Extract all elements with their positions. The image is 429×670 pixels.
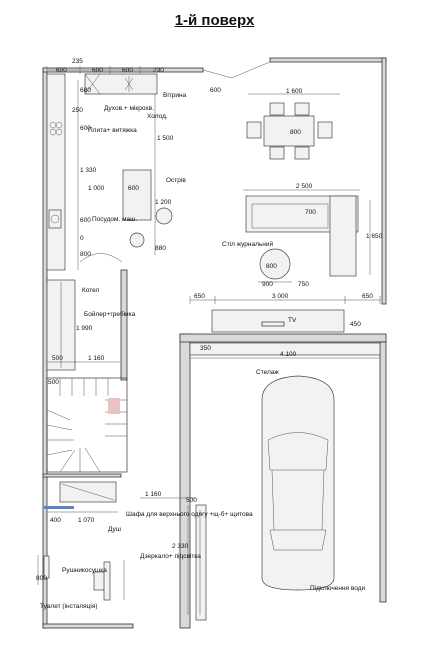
tv-stand [212, 310, 344, 332]
dim-1500: 1 500 [157, 135, 174, 142]
island [123, 170, 151, 220]
dim-650a: 650 [194, 293, 205, 300]
dim-400: 400 [50, 517, 61, 524]
sofa [246, 196, 358, 279]
label-posudomyika: Посудом. маш. [92, 216, 138, 223]
tv-unit [212, 310, 344, 332]
dim-500c: 500 [186, 497, 197, 504]
stairs [47, 378, 127, 472]
label-tualet: Туалет (інсталяція) [40, 603, 98, 610]
stair-outline [47, 378, 127, 472]
dim-600v: 600 [210, 87, 221, 94]
dim-700: 700 [305, 209, 316, 216]
chair-3 [270, 147, 284, 159]
dim-800c: 800 [266, 263, 277, 270]
dim-600p: 600 [80, 217, 91, 224]
dim-450: 450 [350, 321, 361, 328]
dim-800r: 800 [36, 575, 47, 582]
dining-table [264, 116, 314, 146]
chair-4 [295, 147, 309, 159]
dim-1600: 1 600 [286, 88, 303, 95]
chair-6 [318, 122, 332, 138]
kitchen-island [123, 170, 172, 247]
dim-250: 250 [72, 107, 83, 114]
stair-treads-winder [47, 410, 100, 472]
entry-door-arc [232, 62, 270, 78]
label-shafa: Шафа для верхнього одягу +щ-б+ щитова [126, 511, 253, 518]
dim-2500: 2 500 [296, 183, 313, 190]
label-rushnykosushka: Рушникосушка [62, 567, 107, 574]
dim-2330: 2 330 [172, 543, 189, 550]
right-wall-upper [382, 58, 386, 304]
label-kotel: Котел [82, 287, 100, 294]
label-dukhovka: Духов.+ мікрохв. [104, 105, 154, 112]
dim-1070: 1 070 [78, 517, 95, 524]
dim-680: 680 [80, 87, 91, 94]
shower-glass [44, 506, 74, 509]
dim-600b: 600 [92, 67, 103, 74]
dim-500b: 500 [48, 379, 59, 386]
dim-235: 235 [72, 58, 83, 65]
garage-left-wall [180, 334, 190, 628]
dim-1000: 1 000 [88, 185, 105, 192]
dim-1650: 1 650 [366, 233, 383, 240]
dim-880: 880 [155, 245, 166, 252]
dim-750: 750 [298, 281, 309, 288]
wardrobe [196, 505, 206, 620]
dim-350: 350 [200, 345, 211, 352]
label-stelazh: Стелаж [256, 369, 279, 376]
label-vitryna: Вітрина [163, 92, 187, 99]
label-dush: Душ [108, 526, 122, 533]
counter-top [85, 74, 157, 94]
dim-3000: 3 000 [272, 293, 289, 300]
chair-5 [247, 122, 261, 138]
car-body [262, 376, 334, 590]
stair-highlight [108, 398, 120, 414]
label-dzerkalo: Дзеркало+ підсвітка [140, 553, 201, 560]
dim-1160b: 1 160 [145, 491, 162, 498]
entry-door-leaf [203, 70, 232, 78]
dim-600k: 600 [80, 125, 91, 132]
dim-0: 0 [80, 235, 84, 242]
floor-title: 1-й поверх [174, 12, 255, 29]
stair-treads-top [60, 378, 108, 396]
dim-600a: 600 [56, 67, 67, 74]
garage-right-wall [380, 342, 386, 602]
stair-wall [121, 270, 127, 380]
chair-2 [295, 103, 309, 115]
left-wall [43, 68, 47, 628]
top-wall-right [270, 58, 386, 62]
counter-left [47, 74, 65, 270]
dim-1200: 1 200 [155, 199, 172, 206]
dim-4100: 4 100 [280, 351, 297, 358]
label-boiler: Бойлер+гребінка [84, 311, 136, 318]
label-ostriv: Острів [166, 177, 186, 184]
dim-1990: 1 990 [76, 325, 93, 332]
sofa-chaise [330, 196, 356, 276]
dim-1160a: 1 160 [88, 355, 105, 362]
dim-600c: 600 [122, 67, 133, 74]
stool-2 [130, 233, 144, 247]
dim-800p: 800 [80, 251, 91, 258]
stool-1 [156, 208, 172, 224]
dim-650b: 650 [362, 293, 373, 300]
dim-900: 900 [262, 281, 273, 288]
label-stil-zhurnalnyi: Стіл журнальний [222, 241, 274, 248]
label-pidkliuchennia: Підключення води [310, 585, 366, 592]
car [262, 376, 334, 590]
dim-800t: 800 [290, 129, 301, 136]
bath-wall [43, 474, 121, 477]
chair-1 [270, 103, 284, 115]
label-tv: TV [288, 317, 297, 324]
garage-top-wall [180, 334, 386, 342]
label-plyta: Плита+ витяжка [88, 127, 137, 134]
dim-600i: 600 [128, 185, 139, 192]
dim-1330: 1 330 [80, 167, 97, 174]
dim-230: 230 [153, 67, 164, 74]
dim-500a: 500 [52, 355, 63, 362]
bottom-wall [43, 624, 133, 628]
label-kholod: Холод. [147, 113, 168, 120]
